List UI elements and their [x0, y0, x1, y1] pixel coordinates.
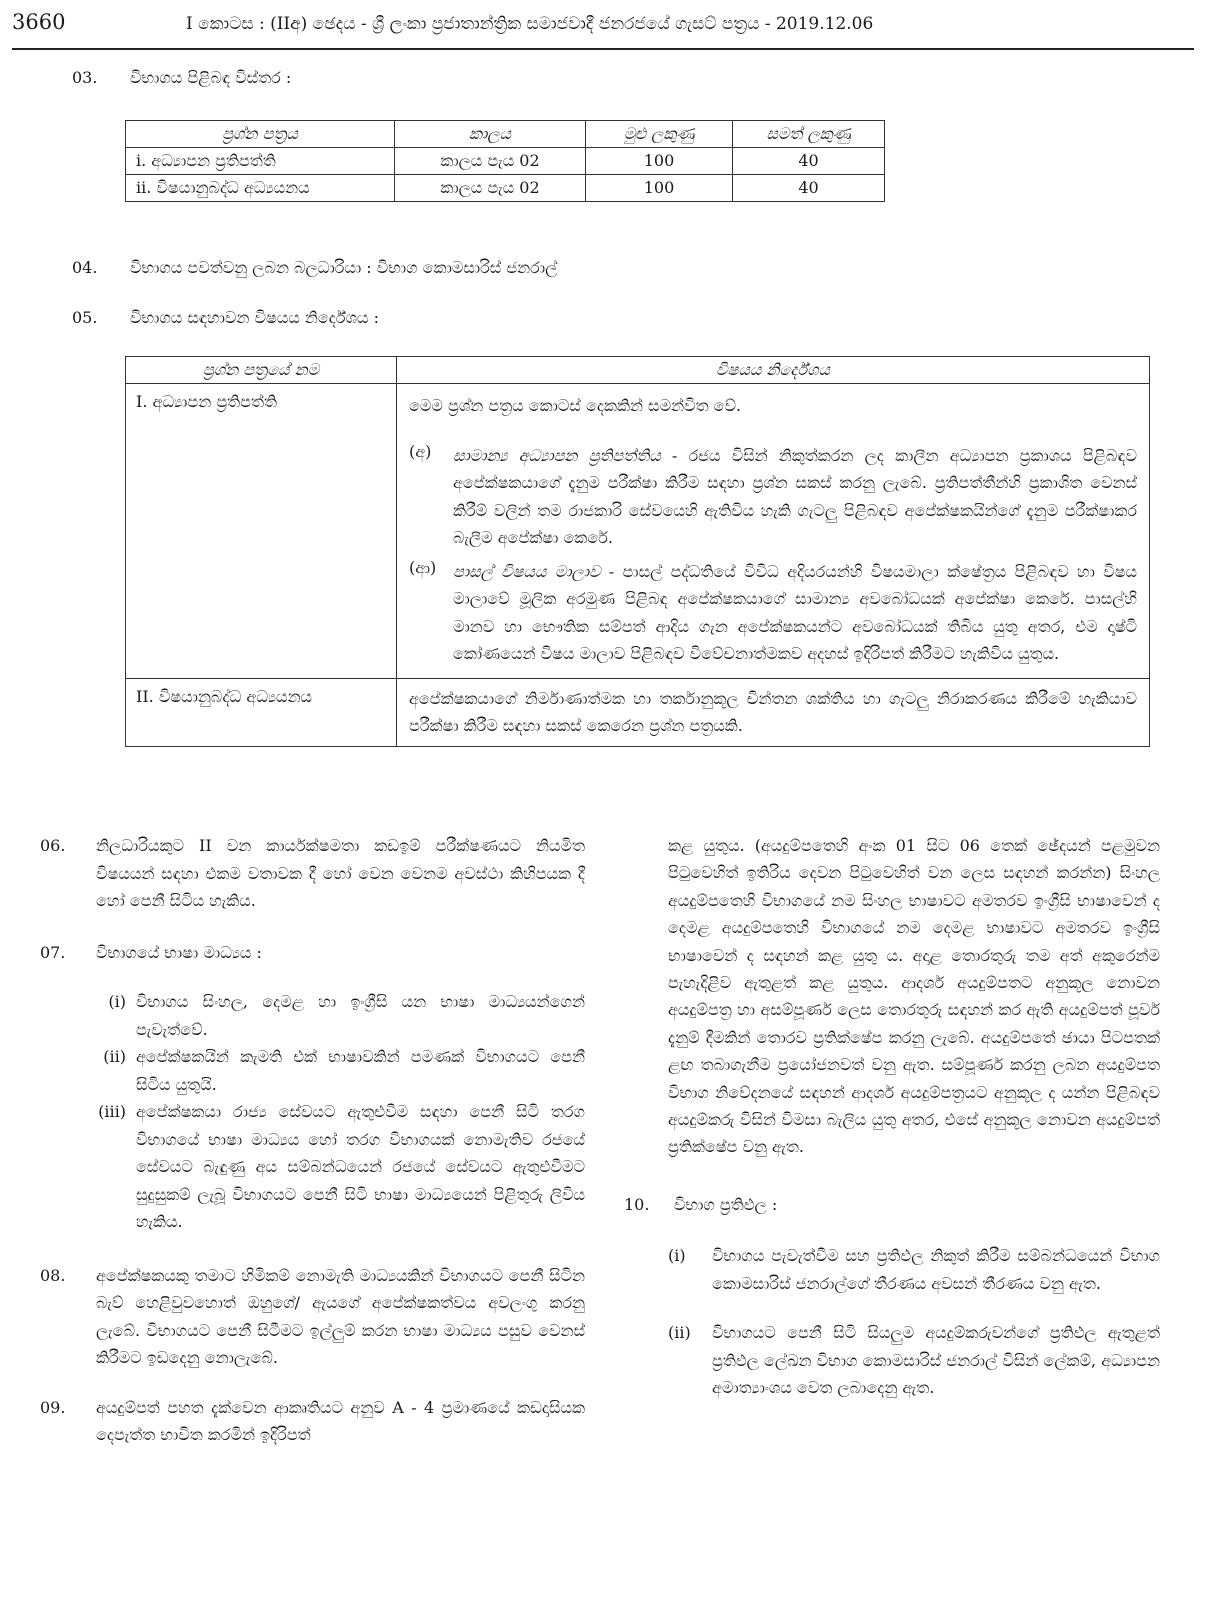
syllabus-intro: මෙම ප්‍රශ්න පත්‍රය කොටස් දෙකකින් සමන්විත වේ. — [409, 396, 742, 415]
item-label: (i) — [668, 1246, 686, 1266]
section-title: විභාගය සඳහාවන විෂයය නිර්දේශය : — [130, 308, 379, 327]
item-text: විභාගයට පෙනී සිටි සියලුම අයදුම්කරුවන්ගේ ප්‍රතිඵල ඇතුළත් ප්‍රතිඵල ලේඛන විභාග කොමසාරිස් ජනරාල් විසින් ලේකම්, අධ්‍යාපන අමාත්‍යාංශය වෙත ලබාදෙනු ඇත. — [712, 1323, 1160, 1398]
table-cell: කාලය පැය 02 — [395, 148, 586, 175]
list-item — [668, 1242, 1160, 1297]
paper-name-cell: II. විෂයානුබද්ධ අධ්‍යයනය — [126, 678, 397, 746]
table-header-cell: ප්‍රශ්න පත්‍රය — [126, 121, 395, 148]
table-header-row — [126, 121, 885, 148]
list-item — [76, 1043, 585, 1098]
table-row — [126, 175, 885, 202]
item-text — [453, 558, 1137, 668]
item-label: (i) — [108, 992, 126, 1011]
table-header-cell: සමත් ලකුණු — [733, 121, 885, 148]
section-09 — [40, 1394, 585, 1449]
item-text: අපේක්ෂකයින් කැමති එක් භාෂාවකින් පමණක් විභාගයට පෙනී සිටිය යුතුයි. — [136, 1047, 585, 1094]
section-number: 04. — [72, 258, 98, 277]
item-label: (iii) — [98, 1102, 126, 1121]
right-column — [624, 832, 1160, 1402]
section-07-heading — [40, 939, 585, 967]
section-title: විභාගය පිළිබඳ විස්තර : — [130, 68, 292, 87]
exam-details-table — [125, 120, 885, 202]
section-title: විභාගයේ භාෂා මාධ්‍යය : — [96, 942, 262, 962]
item-body: - රජය විසින් නිකුත්කරන ලද කාලීන අධ්‍යාපන ප්‍රකාශය පිළිබඳව අපේක්ෂකයාගේ දැනුම පරීක්ෂා කිරීම සඳහා ප්‍රශ්න සකස් කරනු ලැබේ. ප්‍රතිපත්තීන්හි ප්‍රකාශිත වෙනස් කිරීම් වලින් තම රාජකාරි සේවයෙහි ඇතිවිය හැකි ගැටලු පිළිබඳව අපේක්ෂකයින්ගේ දැනුම පරීක්ෂාකර බැලීම අපේක්ෂා කෙරේ. — [453, 445, 1137, 547]
section-06 — [40, 832, 585, 915]
item-text: විභාගය සිංහල, දෙමළ හා ඉංග්‍රීසි යන භාෂා මාධ්‍යයන්ගෙන් පැවැත්වේ. — [136, 992, 585, 1039]
section-number: 05. — [72, 308, 98, 327]
section-number: 07. — [40, 942, 66, 962]
syllabus-table — [125, 356, 1150, 747]
item-label: (ආ) — [409, 557, 437, 577]
section-number: 06. — [40, 836, 66, 855]
section-10-heading — [624, 1191, 1160, 1219]
section-number: 08. — [40, 1265, 66, 1285]
table-cell: ii. විෂයානුබද්ධ අධ්‍යයනය — [126, 175, 395, 202]
section-text: අපේක්ෂකයකු තමාට හිමිකම් නොමැති මාධ්‍යයකින් විභාගයට පෙනී සිටින බැව් හෙළිවුවහොත් ඔහුගේ/ ඇයගේ අපේක්ෂකත්වය අවලංගු කරනු ලැබේ. විභාගයට පෙනී සිටීමට ඉල්ලුම් කරන භාෂා මාධ්‍යය පසුව වෙනස් කිරීමට ඉඩදෙනු නොලැබේ. — [96, 1265, 585, 1367]
paper-name-cell: I. අධ්‍යාපන ප්‍රතිපත්ති — [126, 384, 397, 679]
gazette-title: I කොටස : (IIඅ) ඡෙදය - ශ්‍රී ලංකා ප්‍රජාතාන්ත්‍රික සමාජවාදී ජනරජයේ ගැසට් පත්‍රය - 2019.12.06 — [186, 14, 874, 34]
table-cell: 40 — [733, 175, 885, 202]
left-column — [40, 832, 585, 1449]
list-item — [668, 1319, 1160, 1402]
table-cell: 100 — [586, 148, 733, 175]
syllabus-text: අපේක්ෂකයාගේ නිර්මාණාත්මක හා තර්කානුකූල චින්තන ශක්තිය හා ගැටලු නිරාකරණය කිරීමේ හැකියාව පරීක්ෂා කිරීම සඳහා සකස් කෙරෙන ප්‍රශ්න පත්‍රයකි. — [409, 688, 1137, 735]
table-cell: i. අධ්‍යාපන ප්‍රතිපත්ති — [126, 148, 395, 175]
page-header — [0, 0, 1214, 50]
list-item — [76, 1098, 585, 1236]
section-text: විභාගය පවත්වනු ලබන බලධාරියා : විභාග කොමසාරිස් ජනරාල් — [130, 258, 558, 277]
table-header-cell: මුළු ලකුණු — [586, 121, 733, 148]
table-cell: 40 — [733, 148, 885, 175]
header-rule — [12, 48, 1194, 50]
item-title: සාමාන්‍ය අධ්‍යාපන ප්‍රතිපත්තිය — [453, 445, 661, 465]
section-05-heading — [72, 304, 379, 332]
page-number: 3660 — [12, 10, 66, 34]
section-text: නිලධාරියකුට II වන කාර්යක්ෂමතා කඩඉම් පරීක්ෂණයට නියමිත විෂයයන් සඳහා එකම වතාවක දී හෝ වෙන වෙනම අවස්ථා කිහිපයක දී හෝ පෙනී සිටිය හැකිය. — [96, 836, 585, 910]
item-body: - පාසල් පද්ධතියේ විවිධ අදියරයන්හි විෂයමාලා ක්ෂේත්‍රය පිළිබඳව හා විෂය මාලාවේ මූලික අරමුණ පිළිබඳ අපේක්ෂකයාගේ සාමාන්‍ය අවබෝධයක් අපේක්ෂා කෙරේ. පාසල්හි මානව හා භෞතික සම්පත් ආදිය ගැන අපේක්ෂකයන්ට අවබෝධයක් තිබිය යුතු අතර, එම දෘෂ්ටි කෝණයෙන් විෂය මාලාව පිළිබඳව විවේචනාත්මකව අදහස් ඉදිරිපත් කිරීමට හැකිවිය යුතුය. — [453, 561, 1137, 663]
syllabus-item-b — [409, 558, 1137, 668]
list-item — [76, 988, 585, 1043]
item-text: අපේක්ෂකයා රාජ්‍ය සේවයට ඇතුළුවීම සඳහා පෙනී සිටි තරග විභාගයේ භාෂා මාධ්‍යය හෝ තරග විභාගයක් නොමැතිව රජයේ සේවයට බැඳුණු අය සම්බන්ධයෙන් රජයේ සේවයට ඇතුළුවීමට සුදුසුකම් ලැබූ විභාගයට පෙනී සිටි භාෂා මාධ්‍යයෙන් පිළිතුරු ලිවිය හැකිය. — [136, 1102, 585, 1231]
section-number: 10. — [624, 1194, 650, 1214]
table-cell: 100 — [586, 175, 733, 202]
table-header-cell: විෂයය නිර්දේශය — [397, 357, 1150, 384]
medium-list — [40, 988, 585, 1236]
section-text: අයදුම්පත් පහත දැක්වෙන ආකෘතියට අනුව A - 4 ප්‍රමාණයේ කඩදාසියක දෙපැත්ත භාවිත කරමින් ඉදිරිපත් — [96, 1397, 585, 1444]
item-text — [453, 442, 1137, 552]
syllabus-cell — [397, 678, 1150, 746]
syllabus-item-a — [409, 442, 1137, 552]
item-text: විභාගය පැවැත්වීම සහ ප්‍රතිඵල නිකුත් කිරීම සම්බන්ධයෙන් විභාග කොමසාරිස් ජනරාල්ගේ තීරණය අවසන් තීරණය වනු ඇත. — [712, 1246, 1160, 1293]
item-label: (ii) — [668, 1323, 691, 1343]
item-title: පාසල් විෂයය මාලාව — [453, 561, 601, 581]
section-number: 09. — [40, 1397, 66, 1417]
section-08 — [40, 1262, 585, 1372]
table-cell: කාලය පැය 02 — [395, 175, 586, 202]
table-row — [126, 678, 1150, 746]
item-label: (ii) — [103, 1047, 126, 1066]
section-09-continued: කළ යුතුය. (අයදුම්පතෙහි අංක 01 සිට 06 තෙක් ඡේදයන් පළමුවන පිටුවෙහිත් ඉතිරිය දෙවන පිටුවෙහිත් වන ලෙස සඳහන් කරන්න) සිංහල අයදුම්පතෙහි විභාගයේ නම සිංහල භාෂාවට අමතරව ඉංග්‍රීසි භාෂාවෙන් ද දෙමළ අයදුම්පතෙහි විභාගයේ නම දෙමළ භාෂාවට අමතරව ඉංග්‍රීසි භාෂාවෙන් ද සඳහන් කළ යුතු ය. අදාළ තොරතුරු තම අත් අකුරෙන්ම පැහැදිළිව ඇතුළත් කළ යුතුය. ආදර්ශ අයදුම්පතට අනුකූල නොවන අයදුම්පත්‍ර හා අසම්පූර්ණ ලෙස තොරතුරු සඳහන් කර ඇති අයදුම්පත් පූර්ව දැනුම් දීමකින් තොරව ප්‍රතික්ෂේප කරනු ලැබේ. අයදුම්පතේ ඡායා පිටපතක් ළඟ තබාගැනීම ප්‍රයෝජනවත් වනු ඇත. සම්පූර්ණ කරනු ලබන අයදුම්පත විභාග නිවේදනයේ සඳහන් ආදර්ශ අයදුම්පත්‍රයට අනුකූල ද යන්න පිළිබඳව අයදුම්කරු විසින් විමසා බැලිය යුතු අතර, එසේ අනුකූල නොවන අයදුම්පත් ප්‍රතික්ෂේප වනු ඇත. — [668, 836, 1160, 1157]
syllabus-cell — [397, 384, 1150, 679]
table-header-row — [126, 357, 1150, 384]
table-header-cell: ප්‍රශ්න පත්‍රයේ නම — [126, 357, 397, 384]
section-04 — [72, 254, 557, 282]
table-row — [126, 148, 885, 175]
table-header-cell: කාලය — [395, 121, 586, 148]
section-number: 03. — [72, 68, 98, 87]
section-03-heading — [72, 64, 291, 92]
section-title: විභාග ප්‍රතිඵල : — [674, 1194, 778, 1214]
item-label: (අ) — [409, 441, 432, 461]
table-row — [126, 384, 1150, 679]
